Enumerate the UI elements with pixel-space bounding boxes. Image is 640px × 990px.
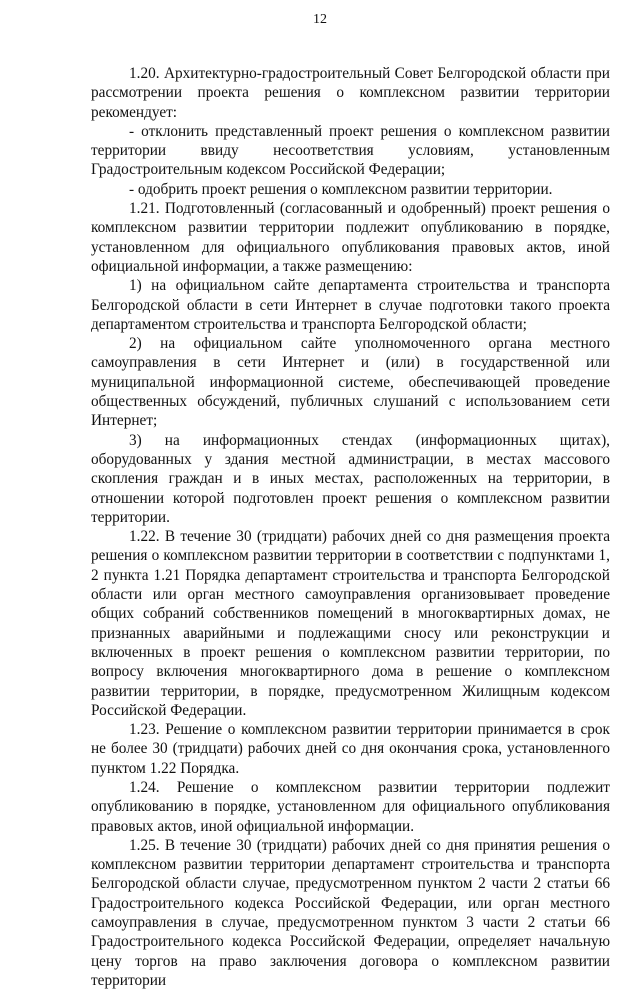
paragraph-1-20: 1.20. Архитектурно-градостроительный Совет Белгородской области при рассмотрении проекта решения о комплексном развитии территории рекомендует: [91, 65, 610, 121]
paragraph-1-25: 1.25. В течение 30 (тридцати) рабочих дней со дня принятия решения о комплексном развитии территории департамент строительства и транспорта Белгородской области случае, предусмотренном пунктом 2 части 2 статьи 66 Градостроительного кодекса Российской Федерации, или орган местного самоуправления в случае, предусмотренном пунктом 3 части 2 статьи 66 Градостроительного кодекса Российской Федерации, определяет начальную цену торгов на право заключения договора о комплексном развитии территории [91, 836, 610, 989]
paragraph-1-21-item-3: 3) на информационных стендах (информационных щитах), оборудованных у здания местной администрации, в местах массового скопления граждан и в иных местах, расположенных на территории, в отношении которой подготовлен проект решения о комплексном развитии территории. [91, 431, 610, 526]
paragraph-1-21: 1.21. Подготовленный (согласованный и одобренный) проект решения о комплексном развитии территории подлежит опубликованию в порядке, установленном для официального опубликования правовых актов, иной официальной информации, а также размещению: [91, 200, 610, 275]
paragraph-1-23: 1.23. Решение о комплексном развитии территории принимается в срок не более 30 (тридцати) рабочих дней со дня окончания срока, установленного пунктом 1.22 Порядка. [91, 721, 610, 777]
paragraph-1-21-item-2: 2) на официальном сайте уполномоченного органа местного самоуправления в сети Интернет и (или) в государственной или муниципальной информационной системе, обеспечивающей проведение общественных обсуждений, публичных слушаний с использованием сети Интернет; [91, 335, 610, 430]
paragraph-1-21-item-1: 1) на официальном сайте департамента строительства и транспорта Белгородской области в сети Интернет в случае подготовки такого проекта департаментом строительства и транспорта Белгородской области; [91, 277, 610, 333]
paragraph-1-24: 1.24. Решение о комплексном развитии территории подлежит опубликованию в порядке, установленном для официального опубликования правовых актов, иной официальной информации. [91, 778, 610, 835]
paragraph-1-22: 1.22. В течение 30 (тридцати) рабочих дней со дня размещения проекта решения о комплексном развитии территории в соответствии с подпунктами 1, 2 пункта 1.21 Порядка департамент строительства и транспорта Белгородской области или орган местного самоуправления организовывает проведение общих собраний собственников помещений в многоквартирных домах, не признанных аварийными и подлежащими сносу или реконструкции и включенных в проект решения о комплексном развитии территории, по вопросу включения многоквартирного дома в решение о комплексном развитии территории, в порядке, предусмотренном Жилищным кодексом Российской Федерации. [91, 528, 610, 719]
document-body [91, 64, 610, 990]
paragraph-reject-option: - отклонить представленный проект решения о комплексном развитии территории ввиду несоответствия условиям, установленным Градостроительным кодексом Российской Федерации; [91, 122, 610, 179]
page-number: 12 [313, 12, 327, 27]
paragraph-approve-option: - одобрить проект решения о комплексном развитии территории. [129, 180, 553, 198]
